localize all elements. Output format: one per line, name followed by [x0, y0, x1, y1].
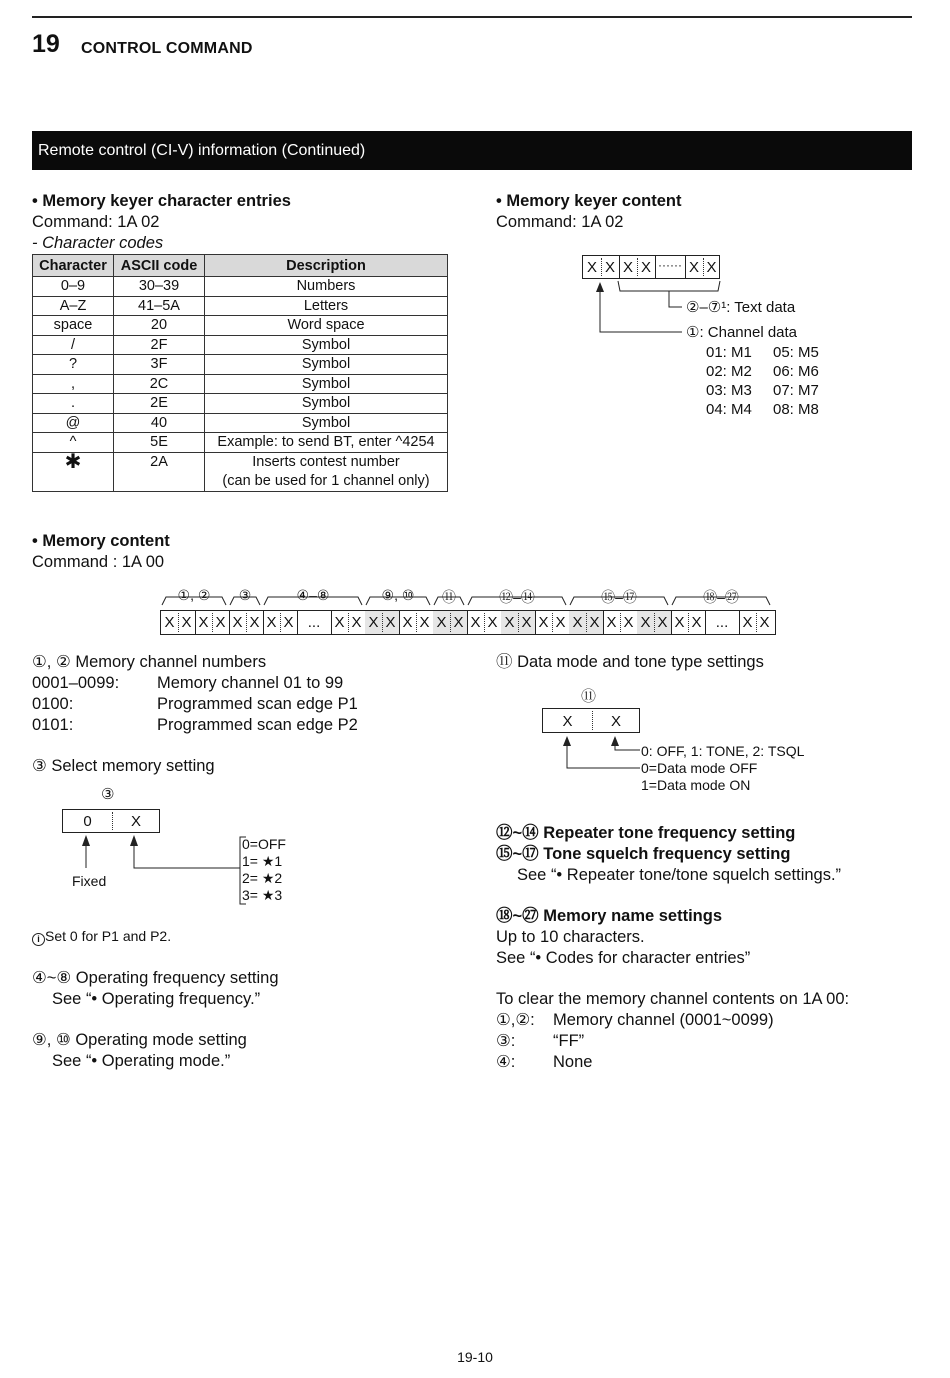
strip-cell: X [657, 614, 668, 631]
select-memory-title: ③ Select memory setting [32, 757, 215, 775]
channel-item: 01: M1 [706, 344, 752, 361]
code-value: 0100: [32, 695, 74, 713]
clear-value: Memory channel (0001~0099) [553, 1011, 774, 1029]
channel-item: 08: M8 [773, 401, 819, 418]
memory-content-heading: • Memory content [32, 532, 170, 550]
table-cell: 5E [114, 433, 205, 453]
channel-item: 03: M3 [706, 382, 752, 399]
strip-cell: X [589, 614, 600, 631]
table-cell: 2E [114, 394, 205, 414]
memory-name-line2: See “• Codes for character entries” [496, 949, 751, 967]
code-description: Programmed scan edge P2 [157, 716, 358, 734]
box-cell: 0 [83, 813, 92, 830]
table-cell: Letters [205, 296, 448, 316]
box-cell: X [130, 813, 141, 830]
channel-item: 04: M4 [706, 401, 752, 418]
legend-line: 1=Data mode ON [641, 777, 751, 793]
cell-line: (can be used for 1 channel only) [222, 472, 430, 489]
code-description: Memory channel 01 to 99 [157, 674, 344, 692]
strip-cell: X [181, 614, 192, 631]
keyer-content-heading: • Memory keyer content [496, 192, 682, 210]
info-icon: i [32, 933, 45, 946]
memory-name-line1: Up to 10 characters. [496, 928, 645, 946]
box-cell: X [622, 259, 633, 276]
strip-cell: X [691, 614, 702, 631]
strip-cell: X [215, 614, 226, 631]
strip-cell: X [504, 614, 515, 631]
strip-cell: X [759, 614, 770, 631]
legend-line: 0: OFF, 1: TONE, 2: TSQL [641, 743, 805, 759]
strip-cell: X [572, 614, 583, 631]
group-label: ①, ② [175, 587, 214, 603]
keyer-chars-heading: • Memory keyer character entries [32, 192, 291, 210]
channel-item: 05: M5 [773, 344, 819, 361]
column-header: ASCII code [114, 255, 205, 277]
group-label: ④–⑧ [294, 587, 333, 603]
group-label: ⑨, ⑩ [379, 587, 418, 603]
table-cell: Symbol [205, 394, 448, 414]
table-cell: 3F [114, 355, 205, 375]
box-cell: X [586, 259, 597, 276]
code-value: 0001–0099: [32, 674, 120, 692]
select-memory-label: ③ [101, 786, 115, 803]
strip-cell: X [351, 614, 362, 631]
box-cell: X [688, 259, 699, 276]
strip-cell: X [623, 614, 634, 631]
channel-item: 02: M2 [706, 363, 752, 380]
strip-cell: X [249, 614, 260, 631]
data-mode-legend [641, 743, 804, 794]
cell-line: Inserts contest number [252, 453, 400, 470]
operating-frequency-title: ④~⑧ Operating frequency setting [32, 969, 279, 987]
legend-line: 0=Data mode OFF [641, 760, 758, 776]
table-cell: @ [33, 413, 114, 433]
group-label: ⑪ [439, 589, 459, 605]
strip-cell: X [419, 614, 430, 631]
channel-item: 07: M7 [773, 382, 819, 399]
code-description: Programmed scan edge P1 [157, 695, 358, 713]
table-cell: space [33, 316, 114, 336]
table-cell: A–Z [33, 296, 114, 316]
table-cell: 40 [114, 413, 205, 433]
table-cell: Word space [205, 316, 448, 336]
clear-memory-intro: To clear the memory channel contents on 1A 00: [496, 990, 850, 1008]
table-cell: 2F [114, 335, 205, 355]
group-label: ⑮–⑰ [598, 589, 640, 605]
strip-cell: X [742, 614, 753, 631]
table-cell: ^ [33, 433, 114, 453]
data-mode-title: ⑪ Data mode and tone type settings [496, 653, 764, 671]
table-cell: 30–39 [114, 277, 205, 297]
option-item: 3= ★3 [242, 887, 283, 903]
clear-memory-list [496, 1010, 896, 1073]
text-data-label: ②–⑦¹: Text data [686, 299, 796, 316]
channel-item: 06: M6 [773, 363, 819, 380]
table-cell: Example: to send BT, enter ^4254 [205, 433, 448, 453]
section-band-title: Remote control (CI-V) information (Continued) [32, 131, 912, 170]
page-number: 19-10 [457, 1349, 493, 1365]
column-header: Character [33, 255, 114, 277]
table-cell: 0–9 [33, 277, 114, 297]
strip-cell: X [606, 614, 617, 631]
table-cell: 2A [114, 452, 205, 491]
strip-cell: X [453, 614, 464, 631]
clear-value: None [553, 1053, 593, 1071]
box-cell: X [604, 259, 615, 276]
group-label: ⑱–㉗ [700, 589, 742, 605]
channel-data-label: ①: Channel data [686, 324, 798, 341]
table-cell: Symbol [205, 413, 448, 433]
repeater-tone-title: ⑫~⑭ Repeater tone frequency setting [496, 824, 796, 842]
strip-ellipsis: ... [307, 614, 321, 631]
operating-mode-see: See “• Operating mode.” [52, 1052, 231, 1070]
strip-cell: X [538, 614, 549, 631]
tone-settings-see: See “• Repeater tone/tone squelch settings.” [517, 866, 842, 884]
strip-cell: X [164, 614, 175, 631]
strip-cell: X [334, 614, 345, 631]
data-mode-label: ⑪ [581, 688, 597, 705]
code-value: 0101: [32, 716, 74, 734]
chapter-number: 19 [32, 30, 60, 58]
memory-channel-numbers-title: ①, ② Memory channel numbers [32, 653, 267, 671]
clear-key: ①,②: [496, 1011, 535, 1029]
chapter-title: CONTROL COMMAND [81, 40, 253, 57]
table-cell: Numbers [205, 277, 448, 297]
table-cell: / [33, 335, 114, 355]
strip-cell: X [198, 614, 209, 631]
memory-content-command: Command : 1A 00 [32, 553, 165, 571]
table-cell: Symbol [205, 335, 448, 355]
option-item: 1= ★1 [242, 853, 283, 869]
keyer-content-command: Command: 1A 02 [496, 213, 624, 231]
strip-cell: X [555, 614, 566, 631]
box-cell: X [706, 259, 717, 276]
strip-cell: X [283, 614, 294, 631]
strip-ellipsis: ... [715, 614, 729, 631]
fixed-label: Fixed [72, 873, 107, 889]
box-cell: X [640, 259, 651, 276]
strip-cell: X [487, 614, 498, 631]
column-header: Description [205, 255, 448, 277]
group-label: ⑫–⑭ [496, 589, 538, 605]
box-cell: X [610, 713, 621, 730]
table-cell: . [33, 394, 114, 414]
clear-value: “FF” [553, 1032, 585, 1050]
keyer-chars-subheading: - Character codes [32, 234, 164, 252]
operating-mode-title: ⑨, ⑩ Operating mode setting [32, 1031, 247, 1049]
table-cell: 20 [114, 316, 205, 336]
memory-name-title: ⑱~㉗ Memory name settings [496, 907, 723, 925]
note-text: Set 0 for P1 and P2. [45, 928, 172, 944]
option-item: 0=OFF [242, 836, 286, 852]
strip-cell: X [385, 614, 396, 631]
box-dots: ······ [658, 258, 682, 272]
table-cell: Symbol [205, 374, 448, 394]
strip-cell: X [640, 614, 651, 631]
strip-cell: X [436, 614, 447, 631]
operating-frequency-see: See “• Operating frequency.” [52, 990, 261, 1008]
table-cell: ? [33, 355, 114, 375]
group-label: ③ [236, 587, 255, 603]
strip-cell: X [232, 614, 243, 631]
box-cell: X [562, 713, 573, 730]
clear-key: ③: [496, 1032, 516, 1050]
clear-key: ④: [496, 1053, 516, 1071]
strip-cell: X [402, 614, 413, 631]
keyer-chars-command: Command: 1A 02 [32, 213, 160, 231]
strip-cell: X [470, 614, 481, 631]
option-item: 2= ★2 [242, 870, 283, 886]
table-cell: ✱ [33, 452, 114, 491]
strip-cell: X [266, 614, 277, 631]
strip-cell: X [368, 614, 379, 631]
tone-squelch-title: ⑮~⑰ Tone squelch frequency setting [496, 845, 791, 863]
table-cell: 41–5A [114, 296, 205, 316]
table-cell: 2C [114, 374, 205, 394]
strip-cell: X [521, 614, 532, 631]
table-cell: , [33, 374, 114, 394]
table-cell: Symbol [205, 355, 448, 375]
strip-cell: X [674, 614, 685, 631]
